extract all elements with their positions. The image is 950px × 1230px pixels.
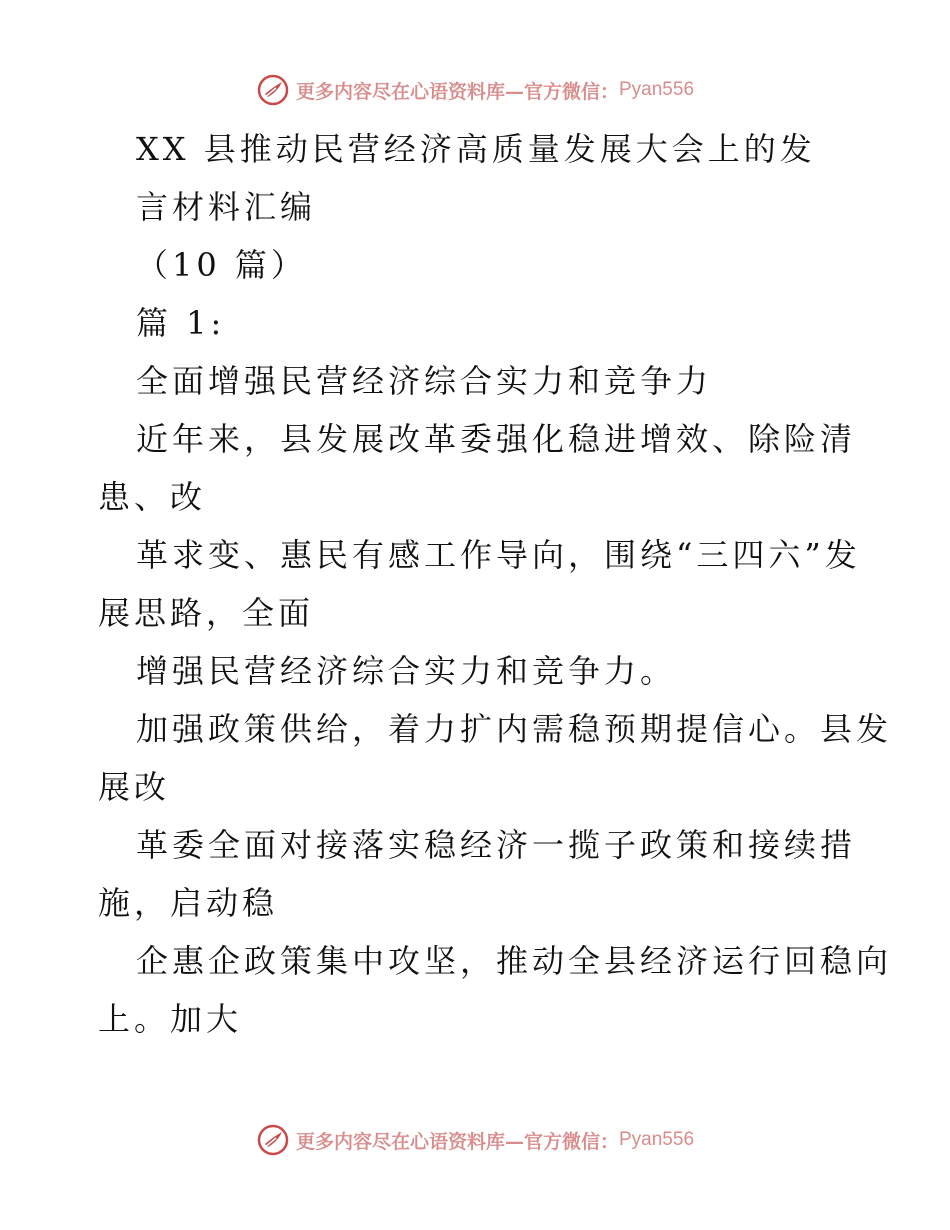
paragraph-line: 施，启动稳 — [98, 884, 279, 922]
paragraph-line: 革委全面对接落实稳经济一揽子政策和接续措 — [136, 826, 857, 864]
title-count: （10 篇） — [136, 246, 307, 284]
book-feather-logo-icon — [256, 1123, 290, 1157]
title-line-2: 言材料汇编 — [136, 188, 317, 226]
footer-watermark — [0, 1120, 950, 1160]
book-feather-logo-icon — [256, 73, 290, 107]
paragraph-line: 展思路，全面 — [98, 594, 315, 632]
header-watermark — [0, 70, 950, 110]
watermark-wechat-id: Pyan556 — [619, 1129, 695, 1150]
section-label: 篇 1: — [136, 304, 226, 342]
paragraph-line: 增强民营经济综合实力和竞争力。 — [136, 652, 677, 690]
paragraph-line: 加强政策供给，着力扩内需稳预期提信心。县发 — [136, 710, 893, 748]
document-body — [98, 120, 893, 1048]
watermark-text: 更多内容尽在心语资料库—官方微信： — [295, 80, 619, 103]
paragraph-line: 革求变、惠民有感工作导向，围绕“三四六”发 — [136, 536, 861, 574]
paragraph-line: 展改 — [98, 768, 171, 806]
section-heading: 全面增强民营经济综合实力和竞争力 — [136, 362, 713, 400]
title-line-1: XX 县推动民营经济高质量发展大会上的发 — [136, 130, 816, 168]
watermark-wechat-id: Pyan556 — [619, 79, 695, 100]
watermark-text: 更多内容尽在心语资料库—官方微信： — [295, 1130, 619, 1153]
paragraph-line: 企惠企政策集中攻坚，推动全县经济运行回稳向 — [136, 942, 893, 980]
paragraph-line: 近年来，县发展改革委强化稳进增效、除险清 — [136, 420, 857, 458]
paragraph-line: 患、改 — [98, 478, 207, 516]
paragraph-line: 上。加大 — [98, 1000, 243, 1038]
